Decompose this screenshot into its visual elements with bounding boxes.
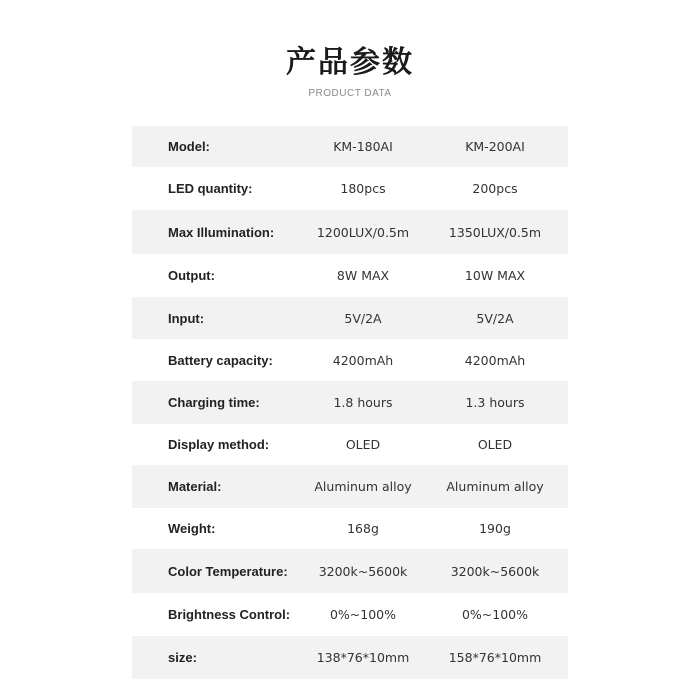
spec-row-led-quantity: [132, 167, 568, 210]
spec-value-km180: 1200LUX/0.5m: [316, 224, 410, 240]
spec-row-brightness-control: [132, 593, 568, 636]
page-subtitle: PRODUCT DATA: [308, 88, 392, 99]
spec-value-km180: 138*76*10mm: [316, 650, 410, 665]
spec-label: Weight:: [168, 521, 216, 536]
spec-label: LED quantity:: [168, 181, 253, 196]
spec-value-km180: 3200k~5600k: [318, 563, 408, 579]
spec-value-km200: 158*76*10mm: [448, 650, 542, 665]
spec-value-km200: KM-200AI: [465, 139, 525, 154]
spec-value-km180: 180pcs: [340, 181, 386, 196]
spec-row-charging-time: [132, 381, 568, 424]
spec-value-km200: 5V/2A: [476, 310, 514, 326]
spec-value-km180: 168g: [347, 521, 379, 536]
spec-row-max-illumination: [132, 210, 568, 254]
spec-value-km180: 0%~100%: [329, 607, 397, 622]
spec-label: Model:: [168, 139, 210, 154]
spec-value-km180: 5V/2A: [344, 310, 382, 326]
spec-label: Input:: [168, 310, 205, 326]
spec-value-km200: 190g: [479, 521, 511, 536]
spec-label: Color Temperature:: [168, 563, 288, 579]
spec-table: [132, 126, 568, 679]
spec-value-km180: 4200mAh: [332, 352, 394, 368]
spec-value-km200: 1.3 hours: [465, 395, 525, 410]
spec-label: size:: [168, 650, 197, 665]
spec-label: Display method:: [168, 437, 270, 452]
spec-value-km180: KM-180AI: [333, 139, 393, 154]
spec-value-km180: 8W MAX: [336, 268, 390, 283]
spec-label: Output:: [168, 268, 215, 283]
spec-value-km180: OLED: [345, 437, 381, 452]
spec-value-km200: 4200mAh: [464, 352, 526, 368]
spec-value-km180: Aluminum alloy: [314, 479, 412, 494]
spec-row-battery-capacity: [132, 339, 568, 381]
spec-value-km200: 10W MAX: [464, 268, 526, 283]
spec-value-km200: 3200k~5600k: [450, 563, 540, 579]
spec-row-model: [132, 126, 568, 167]
spec-value-km200: Aluminum alloy: [446, 479, 544, 494]
spec-value-km200: 200pcs: [472, 181, 518, 196]
spec-value-km200: 1350LUX/0.5m: [448, 224, 542, 240]
spec-row-material: [132, 465, 568, 508]
spec-value-km180: 1.8 hours: [333, 395, 393, 410]
spec-row-output: [132, 254, 568, 297]
spec-label: Brightness Control:: [168, 607, 291, 622]
spec-row-input: [132, 297, 568, 339]
spec-row-weight: [132, 508, 568, 549]
spec-row-size: [132, 636, 568, 679]
spec-row-display-method: [132, 424, 568, 465]
page-title: 产品参数: [286, 45, 414, 80]
spec-label: Max Illumination:: [168, 224, 275, 240]
spec-row-color-temperature: [132, 549, 568, 593]
spec-value-km200: 0%~100%: [461, 607, 529, 622]
spec-label: Charging time:: [168, 395, 260, 410]
spec-label: Battery capacity:: [168, 352, 273, 368]
spec-value-km200: OLED: [477, 437, 513, 452]
spec-label: Material:: [168, 479, 222, 494]
